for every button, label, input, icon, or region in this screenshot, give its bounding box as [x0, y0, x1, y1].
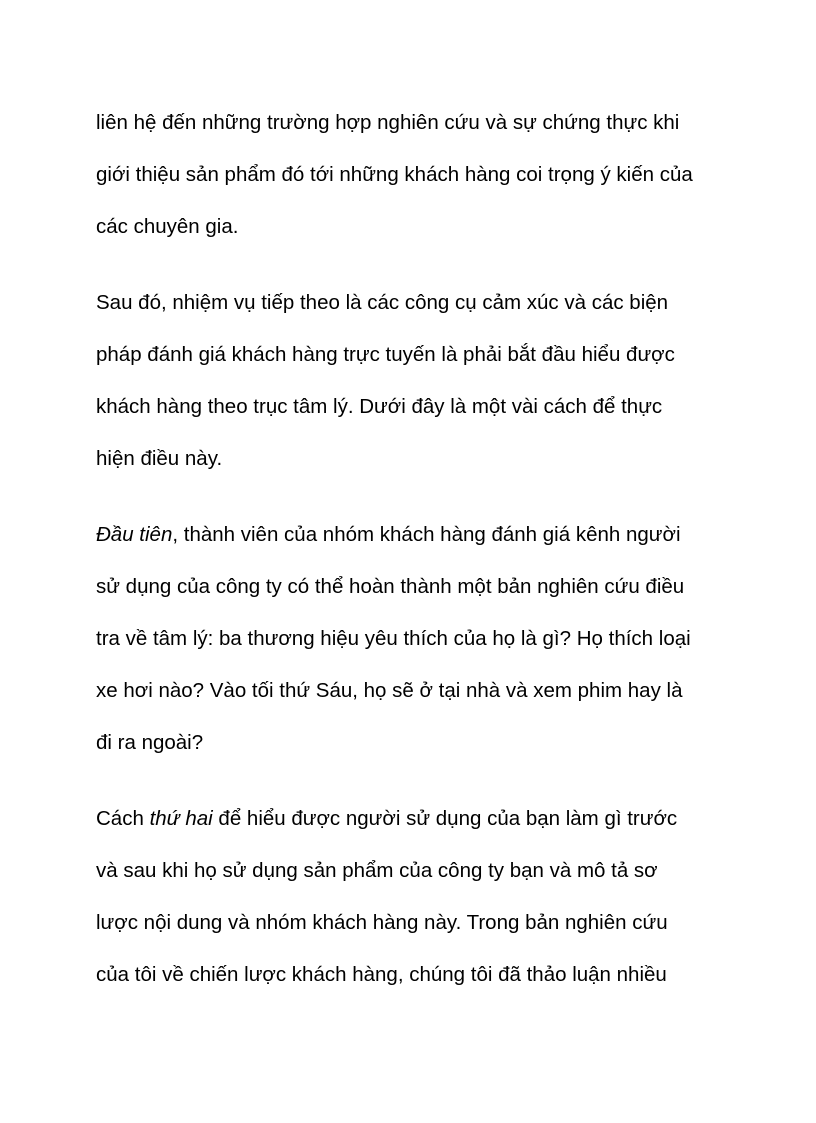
text-line: [96, 949, 756, 1001]
text-segment: hiện điều này.: [96, 447, 223, 470]
text-segment: các chuyên gia.: [96, 215, 239, 238]
text-line: [96, 201, 756, 253]
text-line: [96, 613, 756, 665]
text-line: [96, 793, 756, 845]
text-segment: để hiểu được người sử dụng của bạn làm gì trước: [212, 807, 678, 830]
text-line: [96, 277, 756, 329]
text-segment: tra về tâm lý: ba thương hiệu yêu thích của họ là gì? Họ thích loại: [96, 627, 691, 650]
paragraph: [96, 97, 756, 253]
text-segment: giới thiệu sản phẩm đó tới những khách hàng coi trọng ý kiến của: [96, 163, 693, 186]
text-segment: , thành viên của nhóm khách hàng đánh giá kênh người: [172, 523, 681, 546]
paragraph: [96, 793, 756, 1001]
italic-text: Đầu tiên: [96, 523, 173, 546]
text-segment: sử dụng của công ty có thể hoàn thành một bản nghiên cứu điều: [96, 575, 685, 598]
text-segment: Cách: [96, 807, 150, 830]
text-segment: lược nội dung và nhóm khách hàng này. Trong bản nghiên cứu: [96, 911, 668, 934]
italic-text: thứ hai: [149, 807, 213, 830]
text-segment: và sau khi họ sử dụng sản phẩm của công ty bạn và mô tả sơ: [96, 859, 658, 882]
body-text: [96, 97, 756, 1025]
text-line: [96, 433, 756, 485]
text-segment: Sau đó, nhiệm vụ tiếp theo là các công cụ cảm xúc và các biện: [96, 291, 669, 314]
text-line: [96, 897, 756, 949]
text-line: [96, 149, 756, 201]
text-line: [96, 381, 756, 433]
text-segment: của tôi về chiến lược khách hàng, chúng tôi đã thảo luận nhiều: [96, 963, 667, 986]
text-line: [96, 665, 756, 717]
text-line: [96, 509, 756, 561]
paragraph: [96, 509, 756, 769]
text-line: [96, 717, 756, 769]
text-segment: xe hơi nào? Vào tối thứ Sáu, họ sẽ ở tại nhà và xem phim hay là: [96, 679, 683, 702]
text-segment: đi ra ngoài?: [96, 731, 204, 754]
text-line: [96, 845, 756, 897]
text-line: [96, 561, 756, 613]
text-line: [96, 97, 756, 149]
text-line: [96, 329, 756, 381]
text-segment: pháp đánh giá khách hàng trực tuyến là phải bắt đầu hiểu được: [96, 343, 675, 366]
text-segment: liên hệ đến những trường hợp nghiên cứu và sự chứng thực khi: [96, 111, 680, 134]
paragraph: [96, 277, 756, 485]
text-segment: khách hàng theo trục tâm lý. Dưới đây là một vài cách để thực: [96, 395, 663, 418]
